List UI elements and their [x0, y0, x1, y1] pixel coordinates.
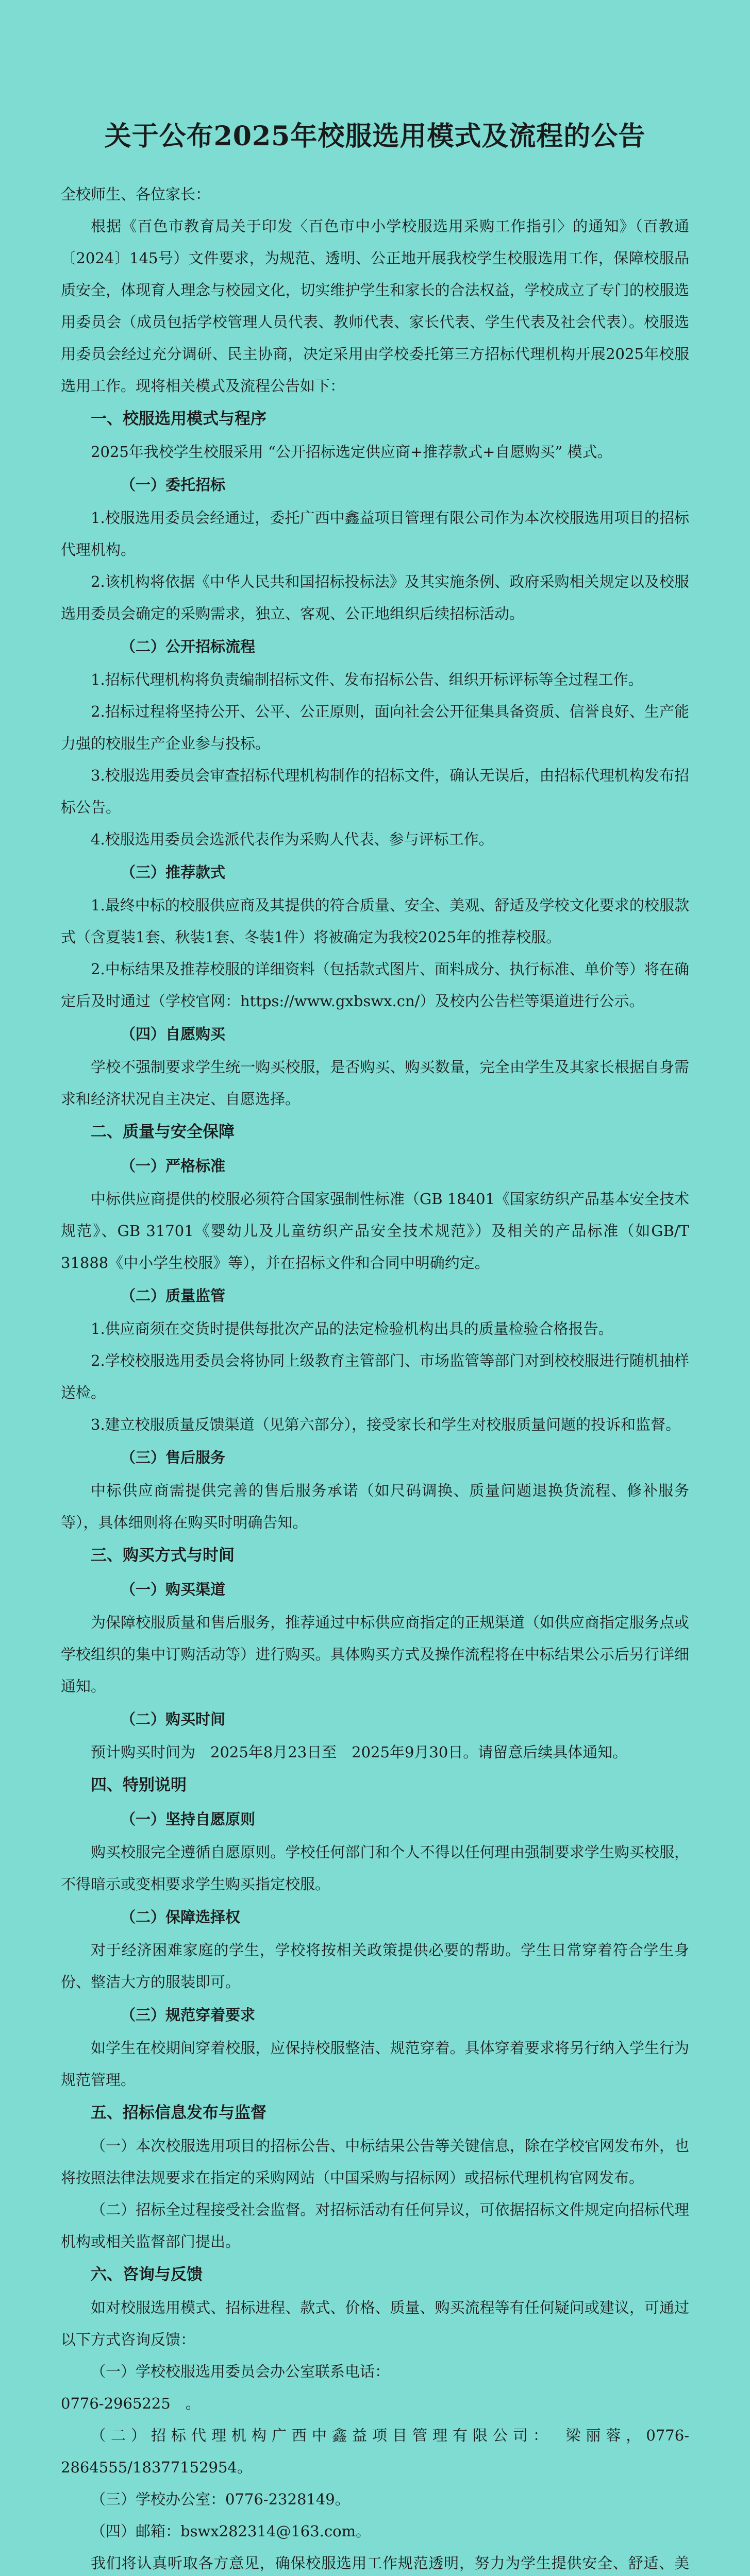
subheading-entrust-tender: （一）委托招标: [121, 476, 226, 494]
section-heading-4: 四、特别说明: [91, 1776, 187, 1794]
paragraph: 1.最终中标的校服供应商及其提供的符合质量、安全、美观、舒适及学校文化要求的校服款式（含夏装1套、秋装1套、冬装1件）将被确定为我校2025年的推荐校服。: [61, 896, 689, 946]
paragraph: 1.供应商须在交货时提供每批次产品的法定检验机构出具的质量检验合格报告。: [91, 1320, 613, 1337]
paragraph: 1.校服选用委员会经通过，委托广西中鑫益项目管理有限公司作为本次校服选用项目的招标代理机构。: [61, 509, 689, 558]
paragraph: 2.该机构将依据《中华人民共和国招标投标法》及其实施条例、政府采购相关规定以及校服选用委员会确定的采购需求，独立、客观、公正地组织后续招标活动。: [61, 573, 689, 622]
salutation: 全校师生、各位家长：: [61, 185, 211, 203]
subheading-purchase-time: （二）购买时间: [121, 1710, 226, 1728]
subheading-tender-process: （二）公开招标流程: [121, 638, 256, 655]
paragraph: 我们将认真听取各方意见，确保校服选用工作规范透明，努力为学生提供安全、舒适、美: [91, 2554, 689, 2572]
paragraph: 如对校服选用模式、招标进程、款式、价格、质量、购买流程等有任何疑问或建议，可通过以下方式咨询反馈：: [61, 2299, 689, 2348]
subheading-after-sales: （三）售后服务: [121, 1449, 226, 1466]
paragraph-website: 2.中标结果及推荐校服的详细资料（包括款式图片、面料成分、执行标准、单价等）将在确定后及时通过（学校官网：https://www.gxbswx.cn/）及校内公告栏等渠道进行公示。: [61, 960, 689, 1010]
paragraph: 对于经济困难家庭的学生，学校将按相关政策提供必要的帮助。学生日常穿着符合学生身份、整洁大方的服装即可。: [61, 1941, 689, 1991]
contact-committee-phone: 0776-2965225 。: [61, 2395, 201, 2412]
paragraph: 为保障校服质量和售后服务，推荐通过中标供应商指定的正规渠道（如供应商指定服务点或学校组织的集中订购活动等）进行购买。具体购买方式及操作流程将在中标结果公示后另行详细通知。: [61, 1614, 689, 1695]
paragraph: 2.招标过程将坚持公开、公平、公正原则，面向社会公开征集具备资质、信誉良好、生产能力强的校服生产企业参与投标。: [61, 703, 689, 752]
subheading-quality-supervision: （二）质量监管: [121, 1287, 226, 1304]
paragraph: （二）招标全过程接受社会监督。对招标活动有任何异议，可依据招标文件规定向招标代理机构或相关监督部门提出。: [61, 2201, 689, 2250]
subheading-purchase-channel: （一）购买渠道: [121, 1581, 226, 1598]
section-1-lead: 2025年我校学生校服采用 “公开招标选定供应商+推荐款式+自愿购买” 模式。: [91, 443, 612, 461]
section-heading-1: 一、校服选用模式与程序: [91, 410, 266, 428]
subheading-voluntary-principle: （一）坚持自愿原则: [121, 1810, 256, 1828]
paragraph: 购买校服完全遵循自愿原则。学校任何部门和个人不得以任何理由强制要求学生购买校服，不得暗示或变相要求学生购买指定校服。: [61, 1843, 689, 1893]
subheading-voluntary-purchase: （四）自愿购买: [121, 1025, 226, 1043]
contact-committee: （一）学校校服选用委员会办公室联系电话：: [91, 2363, 390, 2380]
section-heading-6: 六、咨询与反馈: [91, 2265, 203, 2284]
section-heading-3: 三、购买方式与时间: [91, 1546, 235, 1565]
contact-email: （四）邮箱：bswx282314@163.com。: [91, 2522, 371, 2540]
paragraph-purchase-dates: 预计购买时间为 2025年8月23日至 2025年9月30日。请留意后续具体通知。: [91, 1743, 628, 1761]
paragraph: 如学生在校期间穿着校服，应保持校服整洁、规范穿着。具体穿着要求将另行纳入学生行为规范管理。: [61, 2039, 689, 2089]
page-title: 关于公布2025年校服选用模式及流程的公告: [104, 121, 646, 152]
paragraph: 2.学校校服选用委员会将协同上级教育主管部门、市场监管等部门对到校校服进行随机抽样送检。: [61, 1352, 689, 1401]
section-heading-5: 五、招标信息发布与监督: [91, 2104, 266, 2122]
paragraph: 3.建立校服质量反馈渠道（见第六部分），接受家长和学生对校服质量问题的投诉和监督。: [91, 1416, 681, 1433]
subheading-right-to-choose: （二）保障选择权: [121, 1908, 241, 1926]
paragraph: 3.校服选用委员会审查招标代理机构制作的招标文件，确认无误后，由招标代理机构发布招标公告。: [61, 767, 689, 816]
contact-office: （三）学校办公室：0776-2328149。: [91, 2490, 350, 2508]
subheading-dress-requirements: （三）规范穿着要求: [121, 2006, 256, 2024]
contact-agency: （二）招标代理机构广西中鑫益项目管理有限公司： 梁丽蓉，0776-2864555/18377152954。: [61, 2427, 689, 2476]
section-heading-2: 二、质量与安全保障: [91, 1123, 235, 1141]
paragraph: 4.校服选用委员会选派代表作为采购人代表、参与评标工作。: [91, 831, 494, 848]
paragraph: 学校不强制要求学生统一购买校服，是否购买、购买数量，完全由学生及其家长根据自身需求和经济状况自主决定、自愿选择。: [61, 1058, 689, 1108]
paragraph: 1.招标代理机构将负责编制招标文件、发布招标公告、组织开标评标等全过程工作。: [91, 671, 643, 688]
paragraph: （一）本次校服选用项目的招标公告、中标结果公告等关键信息，除在学校官网发布外，也将按照法律法规要求在指定的采购网站（中国采购与招标网）或招标代理机构官网发布。: [61, 2137, 689, 2187]
paragraph: 中标供应商提供的校服必须符合国家强制性标准（GB 18401《国家纺织产品基本安全技术规范》、GB 31701《婴幼儿及儿童纺织产品安全技术规范》）及相关的产品标准（如GB/T 31888《中小学生校服》等），并在招标文件和合同中明确约定。: [61, 1190, 689, 1272]
subheading-recommended-style: （三）推荐款式: [121, 863, 226, 881]
subheading-strict-standards: （一）严格标准: [121, 1157, 226, 1175]
paragraph: 中标供应商需提供完善的售后服务承诺（如尺码调换、质量问题退换货流程、修补服务等），具体细则将在购买时明确告知。: [61, 1482, 689, 1531]
intro-paragraph: 根据《百色市教育局关于印发〈百色市中小学校服选用采购工作指引〉的通知》（百教通〔2024〕145号）文件要求，为规范、透明、公正地开展我校学生校服选用工作，保障校服品质安全，体现育人理念与校园文化，切实维护学生和家长的合法权益，学校成立了专门的校服选用委员会（成员包括学校管理人员代表、教师代表、家长代表、学生代表及社会代表）。校服选用委员会经过充分调研、民主协商，决定采用由学校委托第三方招标代理机构开展2025年校服选用工作。现将相关模式及流程公告如下：: [61, 217, 689, 395]
